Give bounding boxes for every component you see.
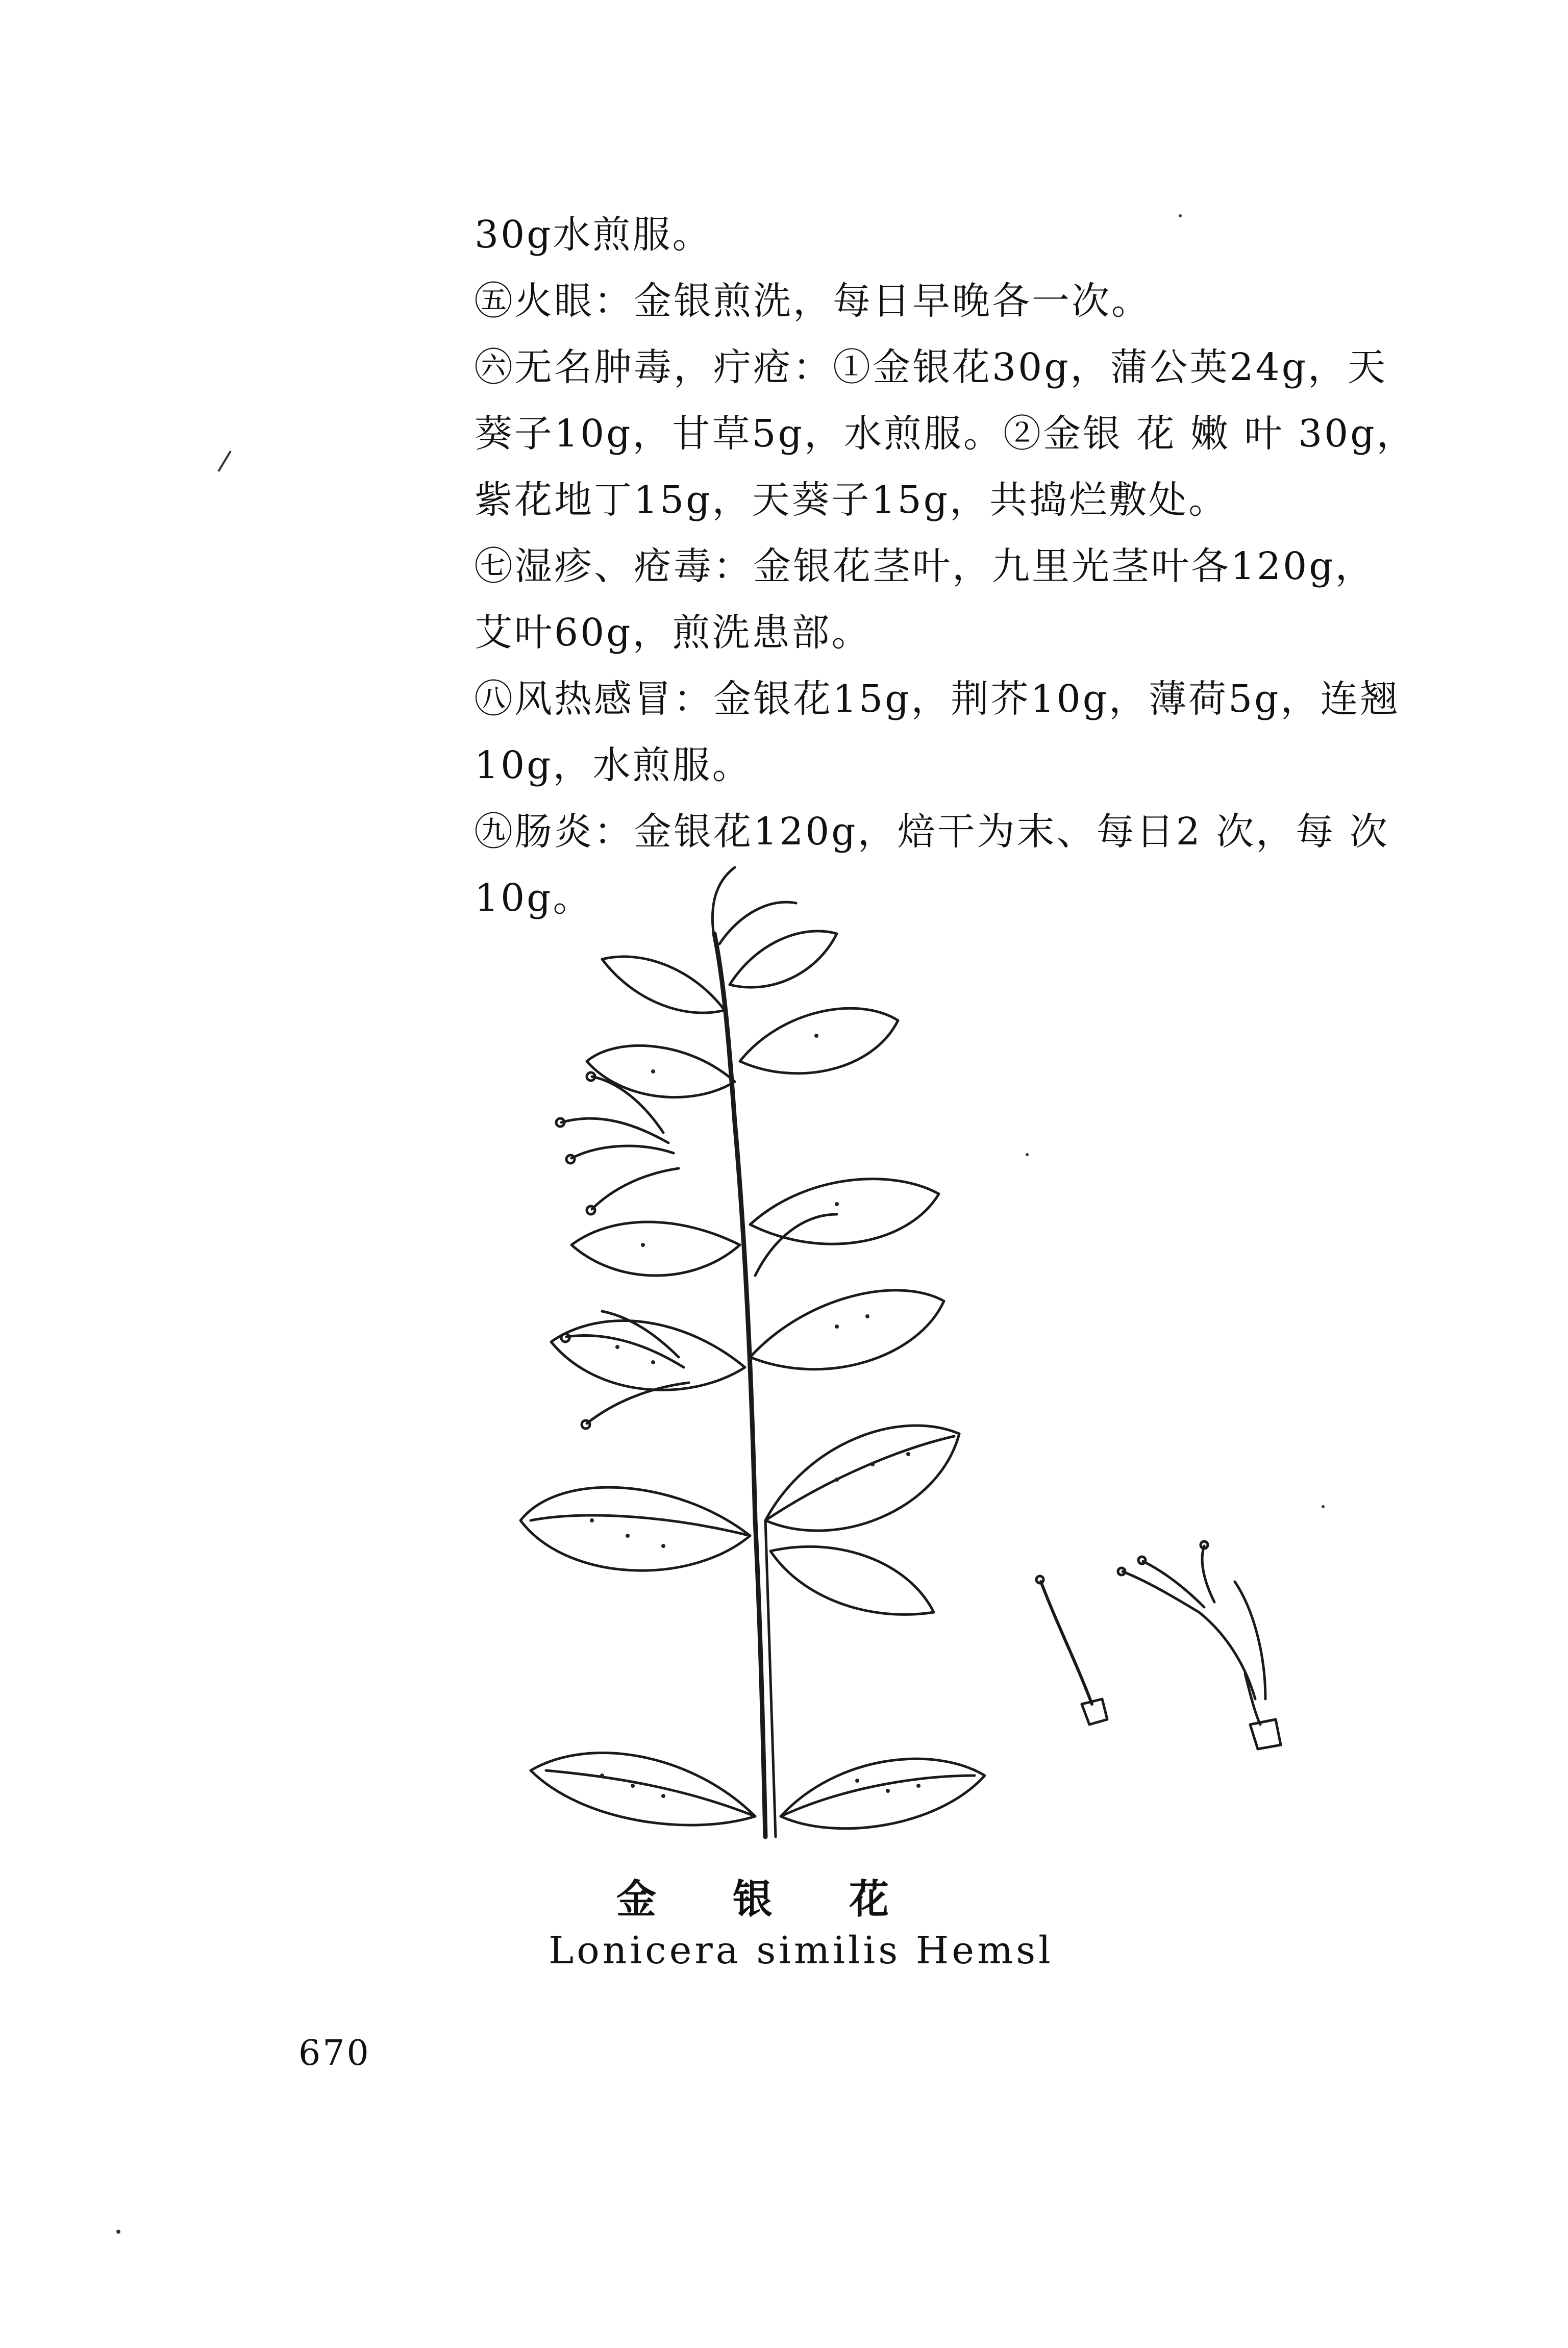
body-text	[475, 202, 1444, 931]
text-line: 10g。	[475, 876, 593, 920]
scan-speck	[1179, 214, 1182, 217]
scan-speck	[116, 2230, 120, 2234]
text-line: 葵子10g，甘草5g，水煎服。②金银 花 嫩 叶 30g，	[475, 412, 1416, 456]
text-line: ㊈肠炎：金银花120g，焙干为末、每日2 次，每 次	[475, 810, 1389, 854]
text-line: 艾叶60g，煎洗患部。	[475, 611, 872, 655]
figure-caption-latin: Lonicera similis Hemsl	[549, 1929, 1054, 1972]
figure-caption-chinese: 金银花	[616, 1876, 965, 1922]
text-line: 紫花地丁15g，天葵子15g，共捣烂敷处。	[475, 478, 1229, 522]
page-number: 670	[298, 2033, 371, 2074]
honeysuckle-illustration	[449, 857, 1418, 1878]
text-line: ㊅无名肿毒，疔疮：①金银花30g，蒲公英24g，天	[475, 345, 1388, 389]
scan-speck	[1026, 1153, 1029, 1156]
text-line: ㊄火眼：金银煎洗，每日早晚各一次。	[475, 279, 1151, 323]
text-line: 30g水煎服。	[475, 213, 712, 257]
text-line: ㊇风热感冒：金银花15g，荆芥10g，薄荷5g，连翘	[475, 677, 1400, 721]
scan-speck	[1322, 1505, 1325, 1508]
text-line: ㊆湿疹、疮毒：金银花茎叶，九里光茎叶各120g，	[475, 544, 1375, 588]
text-line: 10g，水煎服。	[475, 743, 752, 787]
scan-mark	[214, 449, 235, 474]
